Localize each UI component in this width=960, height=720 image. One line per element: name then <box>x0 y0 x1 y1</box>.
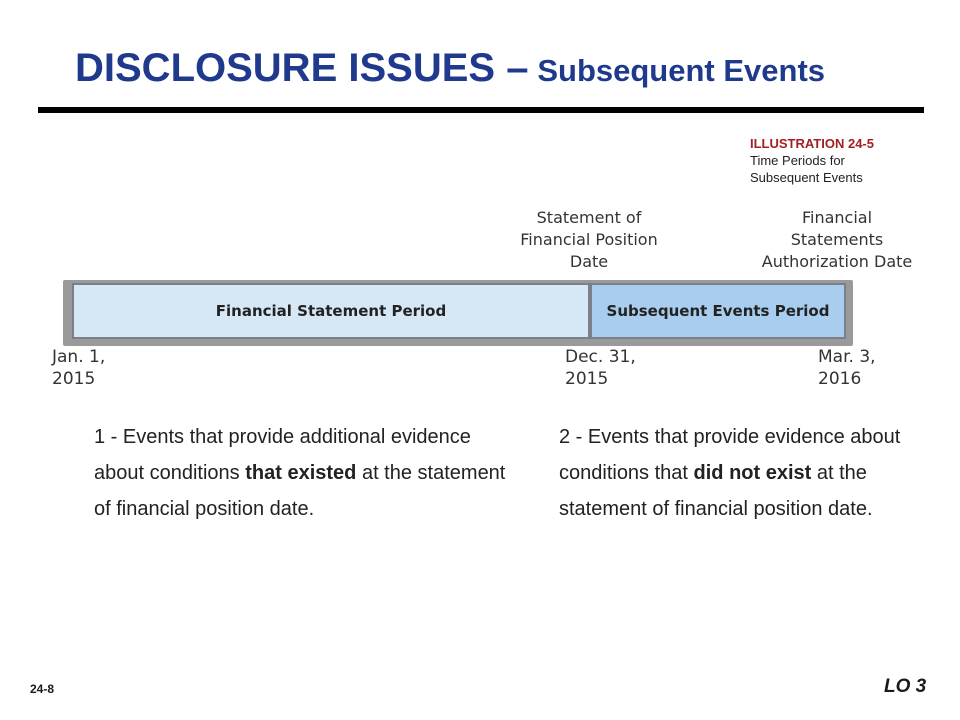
title-divider <box>38 107 924 113</box>
type-2-text-part-1: 2 - Events that provide evidence about conditions that <box>559 426 901 484</box>
authorization-date-label <box>818 346 876 390</box>
slide-title-sub: Subsequent Events <box>537 53 826 88</box>
financial-statement-period-bar <box>72 283 590 339</box>
start-date-label <box>52 346 105 390</box>
sfp-date-header-line-3: Date <box>569 252 609 271</box>
subsequent-events-period-bar <box>590 283 846 339</box>
authorization-date-header-line-1: Financial <box>801 208 873 227</box>
illustration-label <box>750 135 874 186</box>
type-1-events-text <box>94 419 514 527</box>
year-end-date-line-2: 2015 <box>565 369 609 389</box>
start-date-line-2: 2015 <box>52 369 96 389</box>
slide-number: 24-8 <box>30 682 55 696</box>
start-date-line-1: Jan. 1, <box>52 347 106 367</box>
type-2-events-description <box>559 419 919 527</box>
slide-title <box>75 46 825 91</box>
authorization-date-line-1: Mar. 3, <box>818 347 876 367</box>
slide-title-main: DISCLOSURE ISSUES – <box>75 46 529 90</box>
learning-objective-label: LO 3 <box>884 676 927 697</box>
illustration-caption-line-2: Subsequent Events <box>750 170 863 185</box>
type-2-events-text <box>559 419 919 527</box>
authorization-date-header <box>748 207 926 273</box>
subsequent-events-period-label: Subsequent Events Period <box>606 302 830 320</box>
year-end-date-label <box>565 346 636 390</box>
sfp-date-header-line-2: Financial Position <box>520 230 658 249</box>
authorization-date-header-line-3: Authorization Date <box>761 252 913 271</box>
authorization-date-line-2: 2016 <box>818 369 862 389</box>
sfp-date-header <box>500 207 678 273</box>
type-1-emphasis: that existed <box>245 462 357 484</box>
sfp-date-header-line-1: Statement of <box>536 208 642 227</box>
type-1-text-part-1: 1 - Events that provide additional evidence about conditions <box>94 426 471 484</box>
illustration-caption-line-1: Time Periods for <box>750 153 845 168</box>
type-1-text-part-2: at the statement of financial position date. <box>94 462 506 520</box>
illustration-title: ILLUSTRATION 24-5 <box>750 136 874 151</box>
year-end-date-line-1: Dec. 31, <box>565 347 636 367</box>
type-2-text-part-2: at the statement of financial position date. <box>559 462 873 520</box>
authorization-date-header-line-2: Statements <box>790 230 884 249</box>
type-1-events-description <box>94 419 514 527</box>
type-2-emphasis: did not exist <box>693 462 812 484</box>
financial-statement-period-label: Financial Statement Period <box>215 302 447 320</box>
